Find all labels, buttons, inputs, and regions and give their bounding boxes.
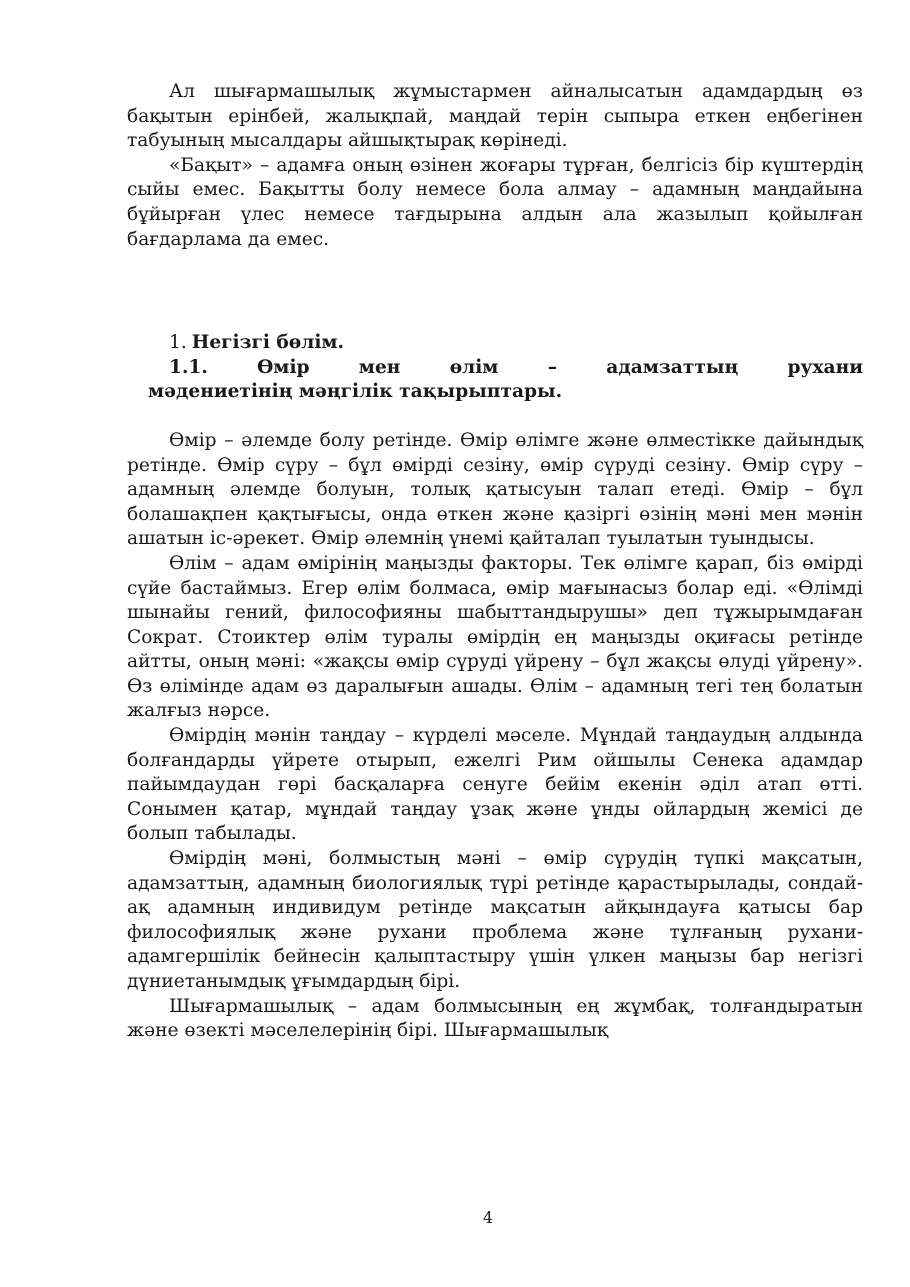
paragraph: Өмірдің мәнін таңдау – күрделі мәселе. Мұндай таңдаудың алдында болғандарды үйрете отырып, ежелгі Рим ойшылы Сенека адамдар пайымдаудан гөрі басқаларға сенуге бейім екенін әділ атап өтті. Сонымен қатар, мұндай таңдау ұзақ және ұнды ойлардың жемісі де болып табылады.: [127, 725, 863, 845]
paragraph: «Бақыт» – адамға оның өзінен жоғары тұрған, белгісіз бір күштердің сыйы емес. Бақытты болу немесе бола алмау – адамның маңдайына бұйырған үлес немесе тағдырына алдын ала жазылып қойылған бағдарлама да емес.: [127, 154, 863, 250]
paragraph: Өмір – әлемде болу ретінде. Өмір өлімге және өлместікке дайындық ретінде. Өмір сүру – бұл өмірді сезіну, өмір сүруді сезіну. Өмір сүру – адамның әлемде болуын, толық қатысуын талап етеді. Өмір – бұл болашақпен қақтығысы, онда өткен және қазіргі өзінің мәні мен мәнін ашатын іс-әрекет. Өмір әлемнің үнемі қайталап туылатын туындысы.: [127, 429, 863, 550]
section-heading: [127, 331, 863, 356]
spacer: [127, 252, 863, 331]
paragraph: Өмірдің мәні, болмыстың мәні – өмір сүрудің түпкі мақсатын, адамзаттың, адамның биологиялық түрі ретінде қарастырылады, сондай-ақ адамның индивидум ретінде мақсатын айқындауға қатысы бар философиялық және рухани проблема және тұлғаның рухани-адамгершілік бейнесін қалыптастыру үшін үлкен маңызы бар негізгі дүниетанымдық ұғымдардың бірі.: [127, 848, 863, 992]
section-number: 1.: [169, 332, 187, 354]
subsection-heading-line2: мәдениетінің мәңгілік тақырыптары.: [148, 381, 563, 403]
page-content: [127, 80, 863, 1044]
paragraph: Шығармашылық – адам болмысының ең жұмбақ, толғандыратын және өзекті мәселелерінің бірі. Шығармашылық: [127, 995, 863, 1042]
spacer: [127, 405, 863, 429]
section-title: Негізгі бөлім.: [191, 332, 345, 354]
subsection-heading-line1: 1.1. Өмір мен өлім – адамзаттың рухани: [169, 356, 863, 378]
paragraph: Ал шығармашылық жұмыстармен айналысатын адамдардың өз бақытын ерінбей, жалықпай, маңдай терін сыпыра еткен еңбегінен табуының мысалдары айшықтырақ көрінеді.: [127, 81, 863, 152]
paragraph: Өлім – адам өмірінің маңызды факторы. Тек өлімге қарап, біз өмірді сүйе бастаймыз. Егер өлім болмаса, өмір мағынасыз болар еді. «Өлімді шынайы гений, философияны шабыттандырушы» деп тұжырымдаған Сократ. Стоиктер өлім туралы өмірдің ең маңызды оқиғасы ретінде айтты, оның мәні: «жақсы өмір сүруді үйрену – бұл жақсы өлуді үйрену». Өз өлімінде адам өз даралығын ашады. Өлім – адамның тегі тең болатын жалғыз нәрсе.: [127, 552, 863, 722]
page-number: 4: [482, 1208, 494, 1227]
